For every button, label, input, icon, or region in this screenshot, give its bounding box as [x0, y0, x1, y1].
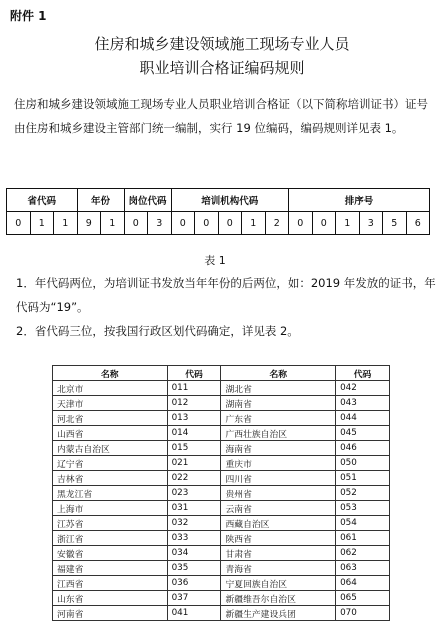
province-code: 064: [336, 576, 390, 591]
province-name: 河南省: [53, 606, 168, 621]
province-name: 浙江省: [53, 531, 168, 546]
province-code: 011: [167, 381, 221, 396]
province-code: 014: [167, 426, 221, 441]
header-position-code: 岗位代码: [124, 189, 171, 212]
province-code: 041: [167, 606, 221, 621]
province-code: 050: [336, 456, 390, 471]
province-code: 052: [336, 486, 390, 501]
province-code: 044: [336, 411, 390, 426]
code-digit-cell: 3: [148, 212, 172, 235]
province-name: 安徽省: [53, 546, 168, 561]
document-title-line-1: 住房和城乡建设领域施工现场专业人员: [94, 35, 350, 53]
province-code: 022: [167, 471, 221, 486]
province-name: 黑龙江省: [53, 486, 168, 501]
province-code: 063: [336, 561, 390, 576]
header-training-org-code: 培训机构代码: [171, 189, 289, 212]
attachment-label: 附件 1: [10, 9, 47, 23]
province-name: 内蒙古自治区: [53, 441, 168, 456]
code-digit-cell: 2: [265, 212, 289, 235]
province-name: 青海省: [221, 561, 336, 576]
province-code: 065: [336, 591, 390, 606]
province-name: 海南省: [221, 441, 336, 456]
province-name: 新疆维吾尔自治区: [221, 591, 336, 606]
header-code: 代码: [167, 366, 221, 381]
province-code: 023: [167, 486, 221, 501]
code-digit-cell: 5: [383, 212, 407, 235]
province-name: 上海市: [53, 501, 168, 516]
province-code: 033: [167, 531, 221, 546]
province-name: 云南省: [221, 501, 336, 516]
province-code-table: [52, 365, 390, 621]
province-code: 021: [167, 456, 221, 471]
province-code: 051: [336, 471, 390, 486]
province-name: 广西壮族自治区: [221, 426, 336, 441]
province-table-row: [53, 471, 390, 486]
province-table-row: [53, 501, 390, 516]
code-digit-cell: 0: [195, 212, 219, 235]
province-table-row: [53, 561, 390, 576]
province-code: 045: [336, 426, 390, 441]
province-code: 036: [167, 576, 221, 591]
province-name: 广东省: [221, 411, 336, 426]
province-name: 江西省: [53, 576, 168, 591]
province-code: 031: [167, 501, 221, 516]
province-code: 061: [336, 531, 390, 546]
code-digit-cell: 1: [54, 212, 78, 235]
province-table-row: [53, 441, 390, 456]
province-code: 034: [167, 546, 221, 561]
province-table-row: [53, 396, 390, 411]
province-code: 042: [336, 381, 390, 396]
province-table-header-row: [53, 366, 390, 381]
province-table-row: [53, 516, 390, 531]
rule-year-code: 1．年代码两位，为培训证书发放当年年份的后两位，如：2019 年发放的证书，年代码为“19”。: [16, 276, 436, 314]
province-name: 吉林省: [53, 471, 168, 486]
province-name: 河北省: [53, 411, 168, 426]
province-name: 重庆市: [221, 456, 336, 471]
code-digit-cell: 0: [171, 212, 195, 235]
province-name: 北京市: [53, 381, 168, 396]
code-digit-cell: 0: [124, 212, 148, 235]
province-name: 贵州省: [221, 486, 336, 501]
province-code: 054: [336, 516, 390, 531]
code-digit-cell: 1: [336, 212, 360, 235]
code-digit-cell: 1: [242, 212, 266, 235]
province-table-row: [53, 546, 390, 561]
province-name: 湖北省: [221, 381, 336, 396]
code-digit-cell: 0: [218, 212, 242, 235]
province-name: 宁夏回族自治区: [221, 576, 336, 591]
province-name: 福建省: [53, 561, 168, 576]
header-code: 代码: [336, 366, 390, 381]
province-table-row: [53, 456, 390, 471]
header-province-code: 省代码: [7, 189, 78, 212]
province-table-row: [53, 606, 390, 621]
code-digit-cell: 0: [289, 212, 313, 235]
province-name: 江苏省: [53, 516, 168, 531]
code-digit-cell: 3: [359, 212, 383, 235]
province-table-row: [53, 381, 390, 396]
province-name: 陕西省: [221, 531, 336, 546]
province-code: 070: [336, 606, 390, 621]
code-digit-cell: 6: [406, 212, 430, 235]
province-name: 西藏自治区: [221, 516, 336, 531]
header-name: 名称: [221, 366, 336, 381]
province-table-row: [53, 411, 390, 426]
code-structure-table: [6, 188, 430, 235]
header-year: 年份: [77, 189, 124, 212]
province-table-row: [53, 591, 390, 606]
province-code: 013: [167, 411, 221, 426]
table1-caption: 表 1: [204, 254, 226, 267]
code-digit-cell: 9: [77, 212, 101, 235]
province-table-row: [53, 486, 390, 501]
header-name: 名称: [53, 366, 168, 381]
rules-block: [16, 271, 436, 343]
header-sequence-number: 排序号: [289, 189, 430, 212]
code-digit-cell: 0: [312, 212, 336, 235]
province-name: 新疆生产建设兵团: [221, 606, 336, 621]
province-name: 湖南省: [221, 396, 336, 411]
province-name: 辽宁省: [53, 456, 168, 471]
code-digit-row: [7, 212, 430, 235]
province-code: 043: [336, 396, 390, 411]
province-code: 012: [167, 396, 221, 411]
province-code: 037: [167, 591, 221, 606]
code-digit-cell: 0: [7, 212, 31, 235]
code-digit-cell: 1: [101, 212, 125, 235]
province-name: 天津市: [53, 396, 168, 411]
province-table-row: [53, 531, 390, 546]
province-name: 甘肃省: [221, 546, 336, 561]
province-name: 山西省: [53, 426, 168, 441]
province-table-row: [53, 426, 390, 441]
province-code: 035: [167, 561, 221, 576]
province-code: 032: [167, 516, 221, 531]
province-code: 046: [336, 441, 390, 456]
province-table-row: [53, 576, 390, 591]
province-code: 062: [336, 546, 390, 561]
province-name: 四川省: [221, 471, 336, 486]
document-title-line-2: 职业培训合格证编码规则: [139, 59, 305, 77]
code-digit-cell: 1: [30, 212, 54, 235]
code-table-header-row: [7, 189, 430, 212]
province-code: 015: [167, 441, 221, 456]
intro-paragraph: 住房和城乡建设领域施工现场专业人员职业培训合格证（以下简称培训证书）证号由住房和城乡建设主管部门统一编制，实行 19 位编码，编码规则详见表 1。: [14, 97, 428, 135]
province-code: 053: [336, 501, 390, 516]
rule-province-code: 2．省代码三位，按我国行政区划代码确定，详见表 2。: [16, 324, 299, 338]
province-name: 山东省: [53, 591, 168, 606]
